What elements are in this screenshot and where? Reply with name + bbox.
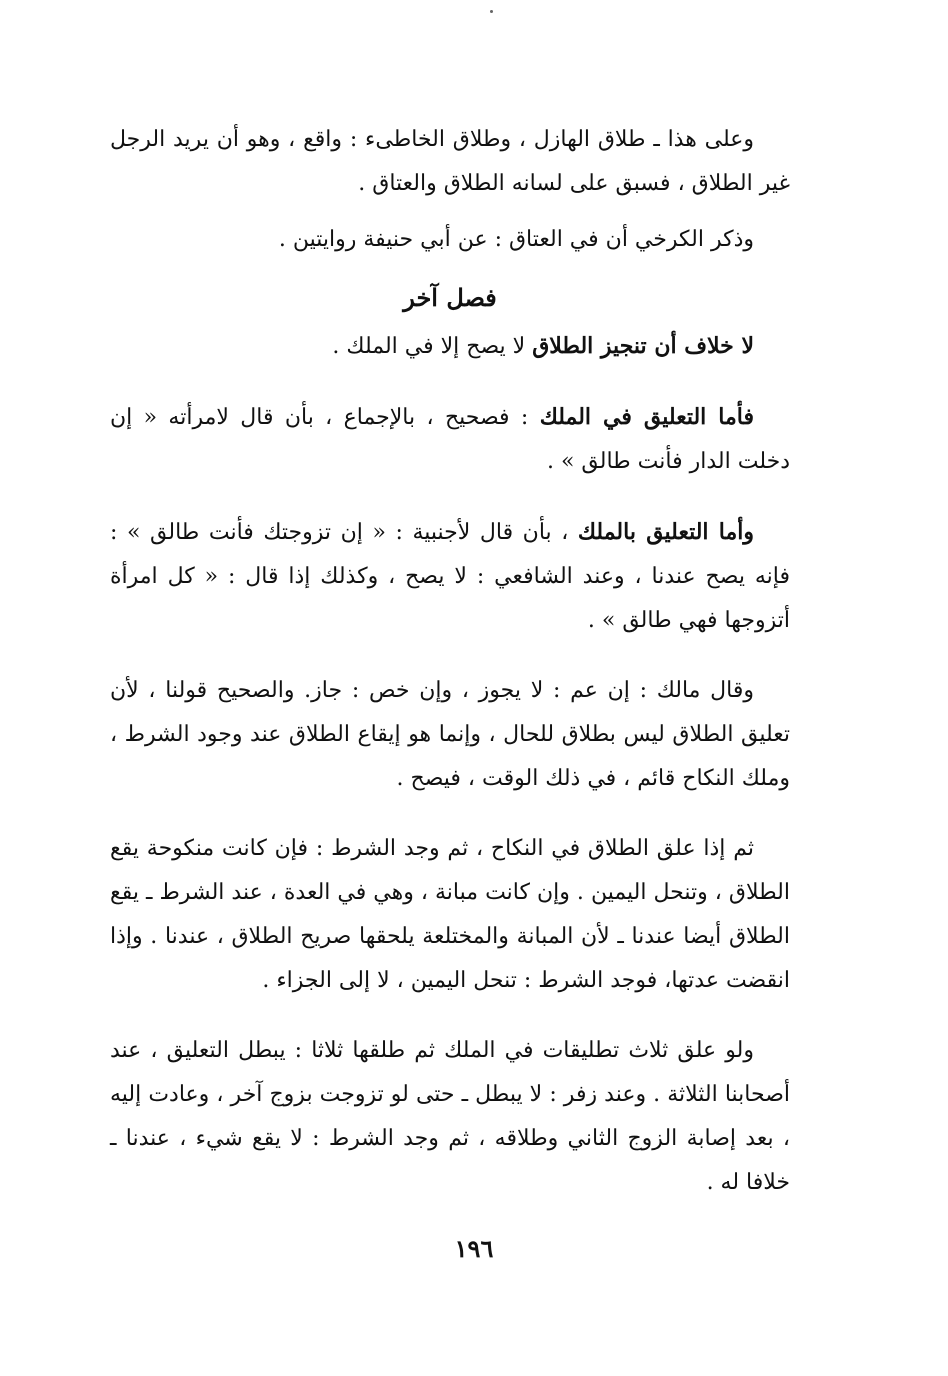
paragraph-taliq-in-milk — [110, 395, 790, 484]
paragraph-karkhi-report: وذكر الكرخي أن في العتاق : عن أبي حنيفة روايتين . — [278, 227, 754, 252]
page-body — [110, 118, 790, 1205]
paragraph-tanjiz — [110, 324, 790, 369]
paragraph-rest: لا يصح إلا في الملك . — [332, 334, 533, 359]
paragraph-lead-bold: وأما التعليق بالملك — [577, 519, 754, 545]
paragraph-hazil-divorce: وعلى هذا ـ طلاق الهازل ، وطلاق الخاطىء : واقع ، وهو أن يريد الرجل غير الطلاق ، فسبق على لسانه الطلاق والعتاق . — [110, 127, 790, 196]
page-number: ١٩٦ — [454, 1234, 494, 1263]
paragraph-condition-in-nikah: ثم إذا علق الطلاق في النكاح ، ثم وجد الشرط : فإن كانت منكوحة يقع الطلاق ، وتنحل اليمين . وإن كانت مبانة ، وهي في العدة ، عند الشرط ـ يقع الطلاق أيضا عندنا ـ لأن المبانة والمختلعة يلحقها صريح الطلاق ، عندنا . وإذا انقضت عدتها، فوجد الشرط : تنحل اليمين ، لا إلى الجزاء . — [110, 836, 790, 993]
paragraph-taliq-by-milk — [110, 510, 790, 643]
paragraph-rest: : فصحيح ، بالإجماع ، بأن قال لامرأته « إن دخلت الدار فأنت طالق » . — [110, 405, 790, 474]
section-heading: فصل آخر — [403, 283, 497, 312]
paragraph-three-talaq: ولو علق ثلاث تطليقات في الملك ثم طلقها ثلاثا : يبطل التعليق ، عند أصحابنا الثلاثة . وعند زفر : لا يبطل ـ حتى لو تزوجت بزوج آخر ، وعادت إليه ، بعد إصابة الزوج الثاني وطلاقه ، ثم وجد الشرط : لا يقع شيء ، عندنا ـ خلافا له . — [110, 1038, 790, 1195]
paragraph-malik-opinion: وقال مالك : إن عم : لا يجوز ، وإن خص : جاز. والصحيح قولنا ، لأن تعليق الطلاق ليس بطلاق للحال ، وإنما هو إيقاع الطلاق عند وجود الشرط ، وملك النكاح قائم ، في ذلك الوقت ، فيصح . — [110, 678, 790, 791]
paragraph-rest: ، بأن قال لأجنبية : « إن تزوجتك فأنت طالق » : فإنه يصح عندنا ، وعند الشافعي : لا يصح ، وكذلك إذا قال : « كل امرأة أتزوجها فهي طالق » . — [110, 520, 790, 633]
paragraph-lead-bold: فأما التعليق في الملك — [539, 404, 754, 430]
paragraph-lead-bold: لا خلاف أن تنجيز الطلاق — [532, 333, 754, 359]
scan-speck — [490, 10, 493, 13]
